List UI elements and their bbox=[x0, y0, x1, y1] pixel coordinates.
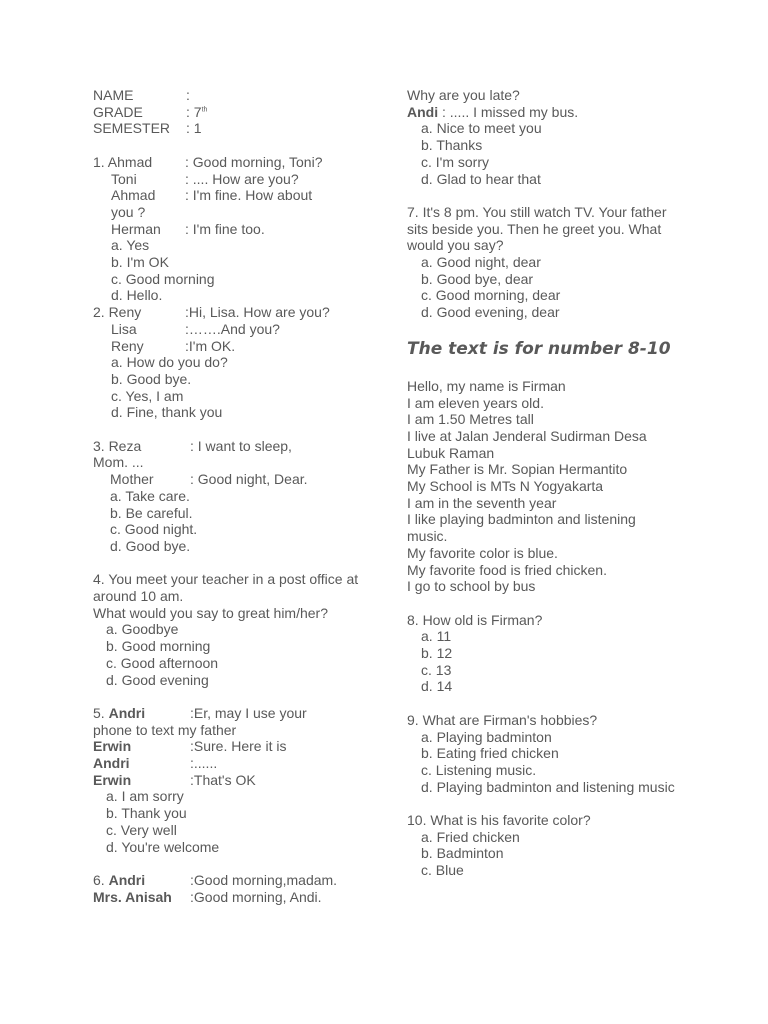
dialogue-line bbox=[110, 471, 363, 488]
option-c[interactable]: c. Yes, I am bbox=[111, 387, 184, 404]
left-column bbox=[93, 87, 363, 905]
name-label: NAME bbox=[93, 87, 134, 103]
option-d[interactable]: d. Good bye. bbox=[110, 537, 191, 554]
speaker: Lisa bbox=[111, 320, 137, 337]
option-b[interactable]: b. Badminton bbox=[421, 845, 504, 862]
option-d[interactable]: d. You're welcome bbox=[106, 838, 220, 855]
option-d[interactable]: d. Fine, thank you bbox=[111, 404, 223, 421]
dialogue-line bbox=[93, 154, 363, 171]
speaker: 5. Andri bbox=[93, 704, 146, 721]
grade-value: : 7th bbox=[186, 103, 208, 120]
option-c[interactable]: c. Good afternoon bbox=[106, 654, 219, 671]
speaker: Ahmad bbox=[111, 187, 156, 204]
question-2 bbox=[93, 304, 363, 421]
dialogue-text: : ..... I missed my bus. bbox=[438, 103, 579, 120]
speaker: Toni bbox=[111, 170, 137, 187]
grade-row bbox=[93, 104, 363, 121]
option-a[interactable]: a. 11 bbox=[421, 628, 452, 645]
option-c[interactable]: c. Listening music. bbox=[421, 761, 537, 778]
dialogue-text: : I'm fine. How about bbox=[185, 187, 313, 204]
semester-label: SEMESTER bbox=[93, 120, 171, 137]
reading-line: I live at Jalan Jenderal Sudirman Desa Lubuk Raman bbox=[407, 427, 647, 461]
dialogue-line bbox=[111, 338, 363, 355]
question-text: 7. It's 8 pm. You still watch TV. Your father sits beside you. Then he greet you. What would you say? bbox=[407, 203, 667, 254]
question-7 bbox=[407, 204, 679, 321]
reading-line: My favorite food is fried chicken. bbox=[407, 561, 607, 578]
name-row bbox=[93, 87, 363, 104]
option-b[interactable]: b. 12 bbox=[421, 645, 453, 662]
option-a[interactable]: a. I am sorry bbox=[106, 788, 184, 805]
option-b[interactable]: b. Good bye. bbox=[111, 370, 192, 387]
reading-line: I like playing badminton and listening music. bbox=[407, 511, 636, 545]
question-text: 8. How old is Firman? bbox=[407, 611, 543, 628]
option-a[interactable]: a. Playing badminton bbox=[421, 728, 552, 745]
dialogue-continuation: you ? bbox=[111, 203, 146, 220]
dialogue-text: :That's OK bbox=[190, 771, 256, 788]
dialogue-line bbox=[111, 321, 363, 338]
reading-line: I am 1.50 Metres tall bbox=[407, 411, 534, 428]
name-value: : bbox=[186, 87, 190, 103]
speaker: Mother bbox=[110, 471, 154, 488]
question-3 bbox=[93, 438, 363, 555]
dialogue-line bbox=[93, 872, 363, 889]
question-6-continued bbox=[407, 87, 679, 187]
dialogue-line bbox=[111, 187, 363, 204]
dialogue-text: :I'm OK. bbox=[185, 337, 236, 354]
dialogue-continuation: Mom. ... bbox=[93, 454, 144, 471]
option-d[interactable]: d. Hello. bbox=[111, 287, 163, 304]
option-a[interactable]: a. Fried chicken bbox=[421, 828, 520, 845]
option-c[interactable]: c. Good night. bbox=[110, 521, 198, 538]
dialogue-line bbox=[93, 755, 363, 772]
option-a[interactable]: a. Goodbye bbox=[106, 621, 179, 638]
dialogue-text: :...... bbox=[190, 755, 218, 772]
option-a[interactable]: a. Nice to meet you bbox=[421, 120, 542, 137]
question-5 bbox=[93, 705, 363, 855]
option-c[interactable]: c. I'm sorry bbox=[421, 153, 490, 170]
speaker: 6. Andri bbox=[93, 871, 146, 888]
dialogue-continuation: Why are you late? bbox=[407, 87, 520, 103]
question-10 bbox=[407, 812, 679, 879]
dialogue-line bbox=[93, 705, 363, 722]
speaker: Andi bbox=[407, 103, 439, 120]
question-text: 10. What is his favorite color? bbox=[407, 812, 591, 829]
speaker: Erwin bbox=[93, 738, 132, 755]
option-d[interactable]: d. Good evening bbox=[106, 671, 209, 688]
option-c[interactable]: c. Blue bbox=[421, 862, 464, 879]
reading-line: I am eleven years old. bbox=[407, 394, 544, 411]
option-c[interactable]: c. Good morning bbox=[111, 270, 215, 287]
dialogue-text: : I want to sleep, bbox=[190, 437, 292, 454]
semester-row bbox=[93, 120, 363, 137]
reading-line: My favorite color is blue. bbox=[407, 544, 558, 561]
option-a[interactable]: a. Yes bbox=[111, 237, 150, 254]
dialogue-line bbox=[93, 304, 363, 321]
option-d[interactable]: d. Good evening, dear bbox=[421, 304, 560, 321]
reading-line: My Father is Mr. Sopian Hermantito bbox=[407, 461, 628, 478]
dialogue-text: :Sure. Here it is bbox=[190, 738, 287, 755]
dialogue-line bbox=[93, 438, 363, 455]
question-text: 4. You meet your teacher in a post office at around 10 am. bbox=[93, 571, 359, 605]
option-d[interactable]: d. 14 bbox=[421, 678, 453, 695]
option-b[interactable]: b. Thank you bbox=[106, 805, 187, 822]
question-6 bbox=[93, 872, 363, 905]
dialogue-text: : I'm fine too. bbox=[185, 220, 265, 237]
grade-superscript: th bbox=[201, 106, 208, 114]
reading-title: The text is for number 8-10 bbox=[407, 338, 671, 359]
reading-passage bbox=[407, 339, 679, 595]
option-d[interactable]: d. Playing badminton and listening music bbox=[421, 778, 675, 795]
reading-line: I go to school by bus bbox=[407, 578, 536, 595]
reading-line: I am in the seventh year bbox=[407, 494, 557, 511]
option-b[interactable]: b. Good morning bbox=[106, 638, 211, 655]
question-text: 9. What are Firman's hobbies? bbox=[407, 711, 598, 728]
option-b[interactable]: b. Be careful. bbox=[110, 504, 193, 521]
dialogue-text: : Good morning, Toni? bbox=[185, 153, 323, 170]
reading-line: My School is MTs N Yogyakarta bbox=[407, 478, 604, 495]
speaker: Andri bbox=[93, 755, 130, 772]
option-d[interactable]: d. Glad to hear that bbox=[421, 170, 541, 187]
dialogue-line bbox=[111, 171, 363, 188]
option-b[interactable]: b. Thanks bbox=[421, 137, 483, 154]
dialogue-text: :Good morning, Andi. bbox=[190, 888, 322, 905]
dialogue-line bbox=[93, 889, 363, 906]
dialogue-text: : .... How are you? bbox=[185, 170, 299, 187]
semester-value: : 1 bbox=[186, 120, 202, 137]
option-a[interactable]: a. Good night, dear bbox=[421, 254, 541, 271]
dialogue-text: :…….And you? bbox=[185, 320, 280, 337]
option-c[interactable]: c. Very well bbox=[106, 821, 177, 838]
option-b[interactable]: b. Good bye, dear bbox=[421, 270, 534, 287]
option-a[interactable]: a. How do you do? bbox=[111, 354, 228, 371]
dialogue-text: :Good morning,madam. bbox=[190, 871, 338, 888]
speaker: Reny bbox=[111, 337, 144, 354]
question-9 bbox=[407, 712, 679, 796]
dialogue-text: :Er, may I use your bbox=[190, 704, 307, 721]
option-a[interactable]: a. Take care. bbox=[110, 487, 190, 504]
right-column bbox=[407, 87, 679, 879]
dialogue-line bbox=[93, 772, 363, 789]
reading-line: Hello, my name is Firman bbox=[407, 377, 566, 394]
option-b[interactable]: b. Eating fried chicken bbox=[421, 745, 559, 762]
dialogue-text: : Good night, Dear. bbox=[190, 471, 308, 488]
question-8 bbox=[407, 612, 679, 696]
grade-label: GRADE bbox=[93, 103, 143, 120]
dialogue-text: :Hi, Lisa. How are you? bbox=[185, 304, 330, 321]
dialogue-line bbox=[111, 221, 363, 238]
speaker: 2. Reny bbox=[93, 304, 142, 321]
option-b[interactable]: b. I'm OK bbox=[111, 254, 169, 271]
question-text: What would you say to great him/her? bbox=[93, 604, 329, 621]
speaker: Erwin bbox=[93, 771, 132, 788]
question-4 bbox=[93, 571, 363, 688]
speaker: 1. Ahmad bbox=[93, 153, 153, 170]
option-c[interactable]: c. 13 bbox=[421, 661, 452, 678]
speaker: Mrs. Anisah bbox=[93, 888, 172, 905]
dialogue-continuation: phone to text my father bbox=[93, 721, 237, 738]
dialogue-line bbox=[407, 104, 679, 121]
speaker: 3. Reza bbox=[93, 437, 142, 454]
dialogue-line bbox=[93, 738, 363, 755]
option-c[interactable]: c. Good morning, dear bbox=[421, 287, 561, 304]
question-1 bbox=[93, 154, 363, 304]
speaker: Herman bbox=[111, 220, 161, 237]
